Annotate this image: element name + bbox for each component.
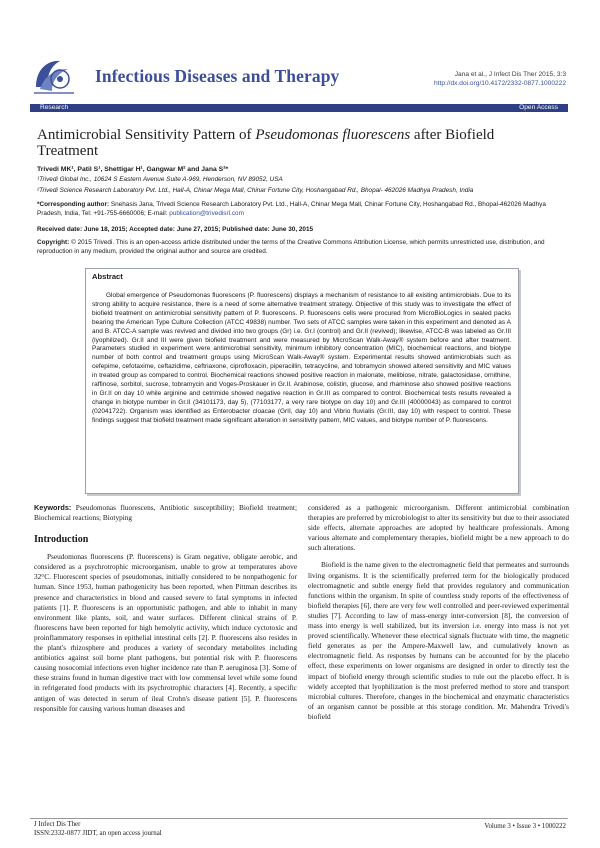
- abstract-heading: Abstract: [92, 272, 123, 281]
- corresponding-author: *Corresponding author: Snehasis Jana, Trivedi Science Research Laboratory Pvt. Ltd., Hall-A, Chinar Mega Mall, Chinar Fortune City, Hoshangabad Rd., Bhopal-462026 Madhya Pradesh, India, Tel: +91-755-6660006; E-mail: publication@trivedisrl.com: [37, 201, 546, 217]
- footer-journal: J Infect Dis Ther: [34, 821, 81, 828]
- article-dates: Received date: June 18, 2015; Accepted date: June 27, 2015; Published date: June 30, 2015: [37, 226, 314, 233]
- title-organism: Pseudomonas fluorescens: [255, 127, 411, 143]
- footer-issn: ISSN:2332-0877 JIDT, an open access journal: [34, 830, 162, 837]
- open-access-label: Open Access: [519, 104, 558, 111]
- footer-left: [34, 820, 162, 838]
- footer-rule: [30, 818, 568, 819]
- introduction-paragraph: Pseudomonas fluorescens (P. fluorescens) is Gram negative, obligate aerobic, and considered as a psychrotrophic microorganism, unable to grow at temperatures above 32°C. Fluorescent species of pseudomonas, initially considered to be nonpathogenic for human. Since 1953, human pathogenicity has been reported, when Pittman describes its presence and characteristics in blood and caused severe to fatal symptoms in infected patients [1]. P. fluorescens is an opportunistic pathogen, and able to inhabit in many environment like plants, soil, and water surfaces. Different clinical strains of P. fluorescens have been reported for high hemolytic activity, which induce cyctotoxic and proinflammatory responses in epithelial intestinal cells [2]. P. fluorescens also resides in the plant's rhizosphere and produces a variety of secondary metabolites including antibiotics against soil borne plant pathogens, but potential risk with P. fluorescens causing nosocomial infections even higher incidence rate than P. aeruginosa [3]. Some of these strains found in human digestive tract with low commensal level while some found in refrigerated food products with its psychrotrophic characters [4]. Recently, a specific antigen of was detected in serum of ileal Crohn's disease patient [5]. P. fluorescens responsible for causing various human diseases and: [34, 552, 297, 713]
- affiliation-1: ¹Trivedi Global Inc., 10624 S Eastern Avenue Suite A-969, Henderson, NV 89052, USA: [37, 176, 283, 183]
- article-title: Antimicrobial Sensitivity Pattern of Pseudomonas fluorescens after Biofield Treatment: [37, 127, 495, 159]
- left-column: [34, 503, 297, 714]
- citation: Jana et al., J Infect Dis Ther 2015, 3:3: [454, 71, 566, 78]
- introduction-heading: Introduction: [34, 534, 89, 546]
- footer-volume: Volume 3 • Issue 3 • 1000222: [484, 823, 566, 830]
- article-type: Research: [40, 104, 69, 111]
- copyright: Copyright: © 2015 Trivedi. This is an open-access article distributed under the terms of the Creative Commons Attribution License, which permits unrestricted use, distribution, and reproduction in any medium, provided the original author and source are credited.: [37, 239, 545, 255]
- abstract-text: Global emergence of Pseudomonas fluorescens (P. fluorescens) displays a mechanism of resistance to all existing antimicrobials. Due to its strong ability to acquire resistance, there is a need of some alternative treatment strategy. Objective of this study was to investigate the effect of biofield treatment on antimicrobial sensitivity pattern of P. fluorescens. P. fluorescens cells were procured from MicroBioLogics in sealed packs bearing the American Type Culture Collection (ATCC 49838) number. Two sets of ATCC samples were taken in this experiment and denoted as A and B. ATCC-A sample was revived and divided into two groups (Gr) i.e. Gr.I (control) and Gr.II (revived); likewise, ATCC-B was labeled as Gr.III (lyophilized). Gr.II and III were given biofield treatment and were measured by MicroScan Walk-Away® system before and after treatment. Parameters studied in experiment were antimicrobial sensitivity, minimum inhibitory concentration (MIC), biochemical reactions, and biotype number of both control and treatment groups using MicroScan Walk-Away® system. Experimental results showed antimicrobials such as cefepime, cefotaxime, ceftazidime, ceftriaxone, ciprofloxacin, piperacillin, tetracycline, and tobramycin showed altered sensitivity and MIC values in treated group as compared to control. Biochemical reactions showed positive reaction in malonate, melibiose, nitrate, galactosidase, ornithine, raffinose, sorbitol, sucrose, tobramycin and Voges-Proskauer in Gr.II. Arabinose, colistin, glucose, and rhaminose also showed positive reactions in Gr.II on day 10 while arginine and cetrimide showed negative reaction in Gr.III as compared to control. Biochemical tests results revealed a change in biotype number in Gr.II (34101173, day 5), (77103177, a very rare biotype on day 10) and Gr.III (40000043) as compared to control (02041722). Organism was identified as Enterobacter cloacae (GrII, day 10) and Vibrio fluvialis (Gr.III, day 10) with respect to control. These findings suggest that biofield treatment made significant alteration in sensitivity pattern, MIC values, and biotype number of P. fluorescens.: [92, 292, 511, 424]
- email-link[interactable]: publication@trivedisrl.com: [169, 209, 244, 217]
- doi-link[interactable]: http://dx.doi.org/10.4172/2332-0877.1000222: [434, 80, 566, 87]
- affiliation-2: ²Trivedi Science Research Laboratory Pvt. Ltd., Hall-A, Chinar Mega Mall, Chinar Fortune City, Hoshangabad Rd., Bhopal- 462026 Madhya Pradesh, India: [37, 187, 474, 194]
- citation-block: [434, 70, 566, 88]
- section-bar: [30, 104, 568, 112]
- biofield-paragraph: Biofield is the name given to the electromagnetic field that permeates and surrounds living organisms. It is the scientifically preferred term for the biologically produced electromagnetic and subtle energy field that provides regulatory and communication functions within the organism. In spite of countless study reports of the effectiveness of biofield therapies [6], there are very few well controlled and peer-reviewed experimental studies [7]. According to law of mass-energy inter-conversion [8], the conversion of mass into energy is well stabilized, but its inversion i.e. energy into mass is not yet proved scientifically. Whenever these electrical signals fluctuate with time, the magnetic field generates as per the Ampere-Maxwell law, and cumulatively known as electromagnetic field. As responses by humans can be accounted for by the placebo effect, these experiments on lower organisms are designed in order to directly test the impact of biofield energy through scientific studies to rule out the placebo effect. It is widely accepted that lyophilization is the most preferred method to store and transport microbial cultures. Therefore, changes in the biochemical and enzymatic characteristics of an organism cannot be possible at this storage condition. Mr. Mahendra Trivedi's biofield: [308, 560, 569, 721]
- journal-logo: [30, 55, 80, 99]
- keywords: Keywords: Pseudomonas fluorescens, Antibiotic susceptibility; Biofield treatment; Biochemical reactions; Biotyping: [34, 503, 297, 523]
- right-column: [308, 503, 569, 722]
- authors: Trivedi MK¹, Patil S¹, Shettigar H¹, Gangwar M² and Jana S²*: [37, 166, 229, 173]
- journal-title: Infectious Diseases and Therapy: [95, 66, 340, 86]
- body-paragraph-continued: considered as a pathogenic microorganism. Different antimicrobial combination therapies are preferred by microbiologist to alter its sensitivity but due to their associated side effects, alternate approaches are adopted by healthcare professionals. Among various alternate and complementary therapies, biofield might be a new approach to do such alterations.: [308, 503, 569, 553]
